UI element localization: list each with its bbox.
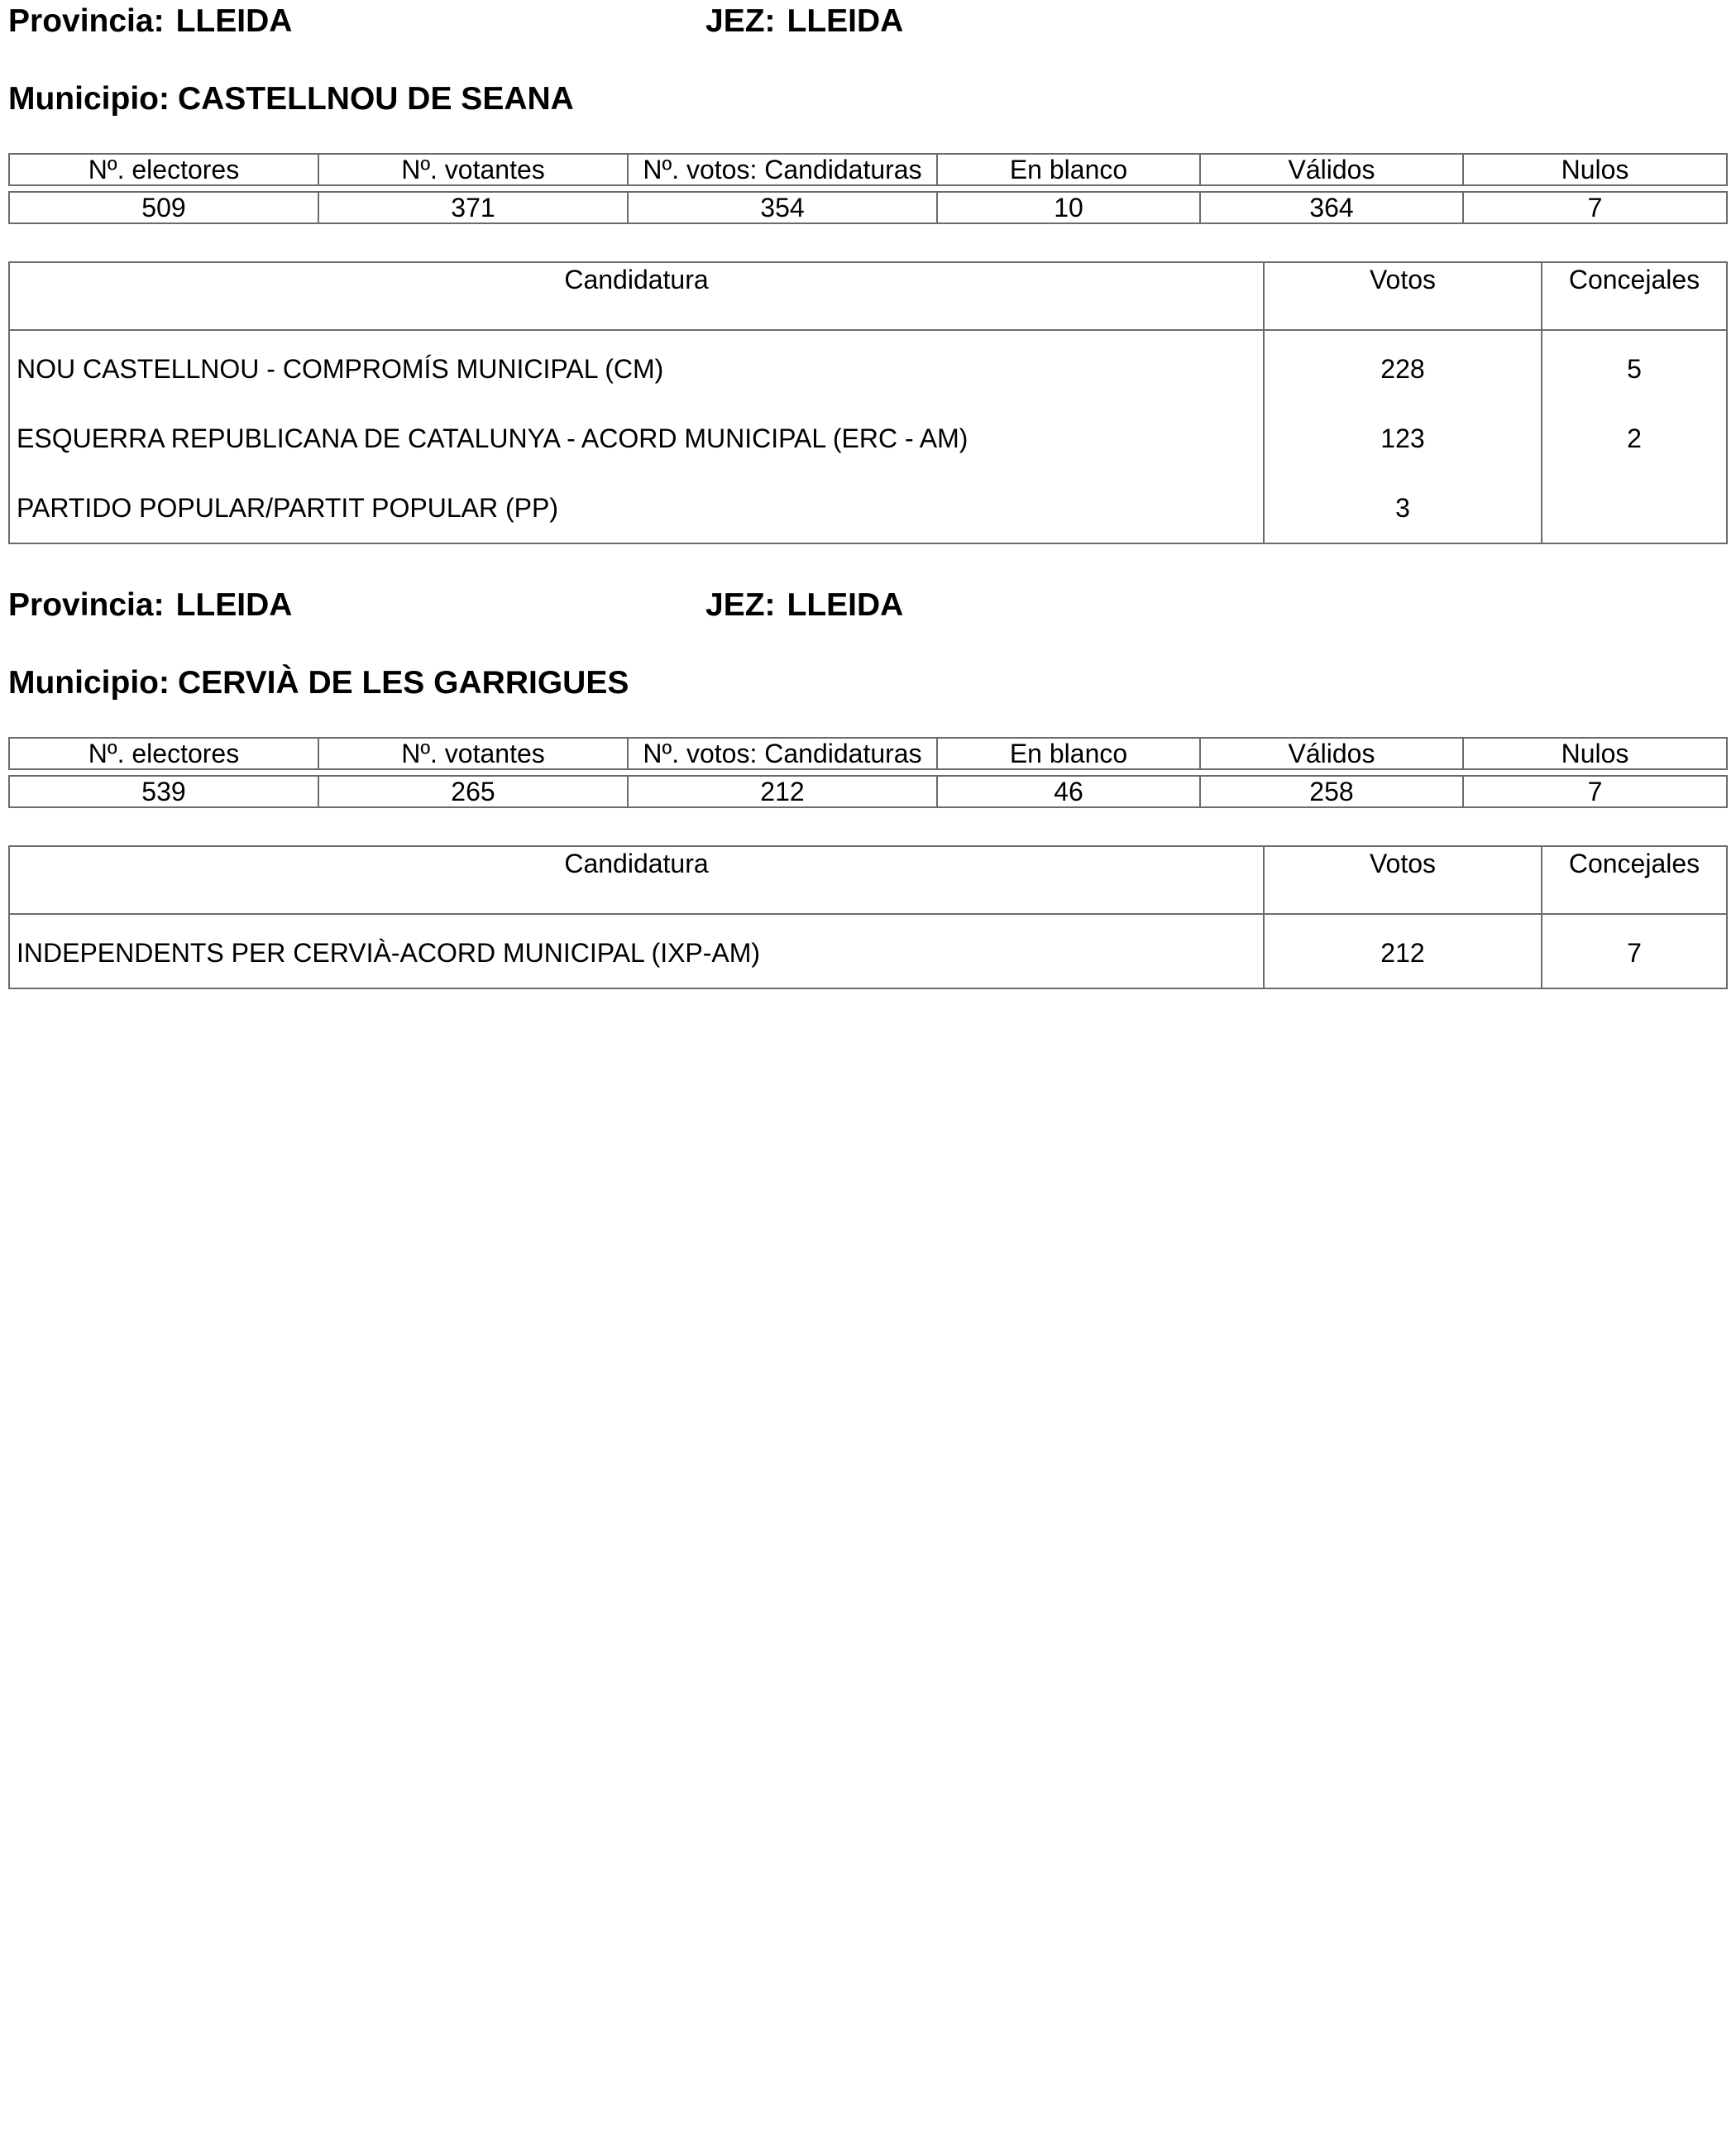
votos-candidaturas-header: Nº. votos: Candidaturas [628, 154, 937, 185]
stats-header-row [9, 154, 1727, 185]
provincia-heading: Provincia: LLEIDA [8, 3, 293, 39]
municipio-heading: Municipio: CERVIÀ DE LES GARRIGUES [8, 665, 629, 701]
municipio-heading: Municipio: CASTELLNOU DE SEANA [8, 81, 574, 117]
provincia-value: LLEIDA [175, 587, 293, 623]
municipio-value: CERVIÀ DE LES GARRIGUES [177, 665, 629, 701]
en-blanco-header: En blanco [937, 154, 1200, 185]
nulos-header: Nulos [1463, 154, 1727, 185]
nulos-value: 7 [1463, 192, 1727, 223]
provincia-heading: Provincia: LLEIDA [8, 587, 293, 623]
concejales-value: 7 [1542, 914, 1727, 988]
votos-value: 228 [1264, 330, 1542, 404]
votantes-header: Nº. votantes [318, 154, 628, 185]
stats-value-row [9, 776, 1727, 807]
votantes-header: Nº. votantes [318, 738, 628, 769]
electoral-stats-table [8, 737, 1728, 808]
candidatura-header: Candidatura [9, 262, 1264, 330]
concejales-header: Concejales [1542, 846, 1727, 914]
stats-value-row [9, 192, 1727, 223]
electoral-stats-table [8, 153, 1728, 224]
validos-header: Válidos [1200, 154, 1463, 185]
votantes-value: 265 [318, 776, 628, 807]
en-blanco-value: 46 [937, 776, 1200, 807]
votantes-value: 371 [318, 192, 628, 223]
provincia-value: LLEIDA [175, 3, 293, 39]
en-blanco-header: En blanco [937, 738, 1200, 769]
table-row [9, 473, 1727, 543]
electores-header: Nº. electores [9, 738, 318, 769]
candidatura-header: Candidatura [9, 846, 1264, 914]
stats-header-row [9, 738, 1727, 769]
candidatura-name: NOU CASTELLNOU - COMPROMÍS MUNICIPAL (CM) [9, 330, 1264, 404]
votos-candidaturas-header: Nº. votos: Candidaturas [628, 738, 937, 769]
electores-value: 509 [9, 192, 318, 223]
votos-candidaturas-value: 354 [628, 192, 937, 223]
results-header-row [9, 262, 1727, 330]
candidatura-name: INDEPENDENTS PER CERVIÀ-ACORD MUNICIPAL (IXP-AM) [9, 914, 1264, 988]
votos-value: 123 [1264, 404, 1542, 473]
nulos-value: 7 [1463, 776, 1727, 807]
validos-value: 258 [1200, 776, 1463, 807]
candidatura-name: PARTIDO POPULAR/PARTIT POPULAR (PP) [9, 473, 1264, 543]
electores-header: Nº. electores [9, 154, 318, 185]
en-blanco-value: 10 [937, 192, 1200, 223]
table-row [9, 914, 1727, 988]
jez-value: LLEIDA [787, 587, 904, 623]
votos-header: Votos [1264, 846, 1542, 914]
votos-candidaturas-value: 212 [628, 776, 937, 807]
concejales-header: Concejales [1542, 262, 1727, 330]
concejales-value: 2 [1542, 404, 1727, 473]
results-header-row [9, 846, 1727, 914]
jez-heading: JEZ: LLEIDA [705, 3, 904, 39]
nulos-header: Nulos [1463, 738, 1727, 769]
jez-heading: JEZ: LLEIDA [705, 587, 904, 623]
concejales-value: 5 [1542, 330, 1727, 404]
results-table [8, 845, 1728, 989]
municipio-value: CASTELLNOU DE SEANA [177, 81, 574, 117]
votos-value: 3 [1264, 473, 1542, 543]
electores-value: 539 [9, 776, 318, 807]
results-table [8, 261, 1728, 544]
votos-header: Votos [1264, 262, 1542, 330]
votos-value: 212 [1264, 914, 1542, 988]
validos-header: Válidos [1200, 738, 1463, 769]
validos-value: 364 [1200, 192, 1463, 223]
table-row [9, 330, 1727, 404]
table-row [9, 404, 1727, 473]
jez-value: LLEIDA [787, 3, 904, 39]
candidatura-name: ESQUERRA REPUBLICANA DE CATALUNYA - ACORD MUNICIPAL (ERC - AM) [9, 404, 1264, 473]
concejales-value [1542, 473, 1727, 543]
